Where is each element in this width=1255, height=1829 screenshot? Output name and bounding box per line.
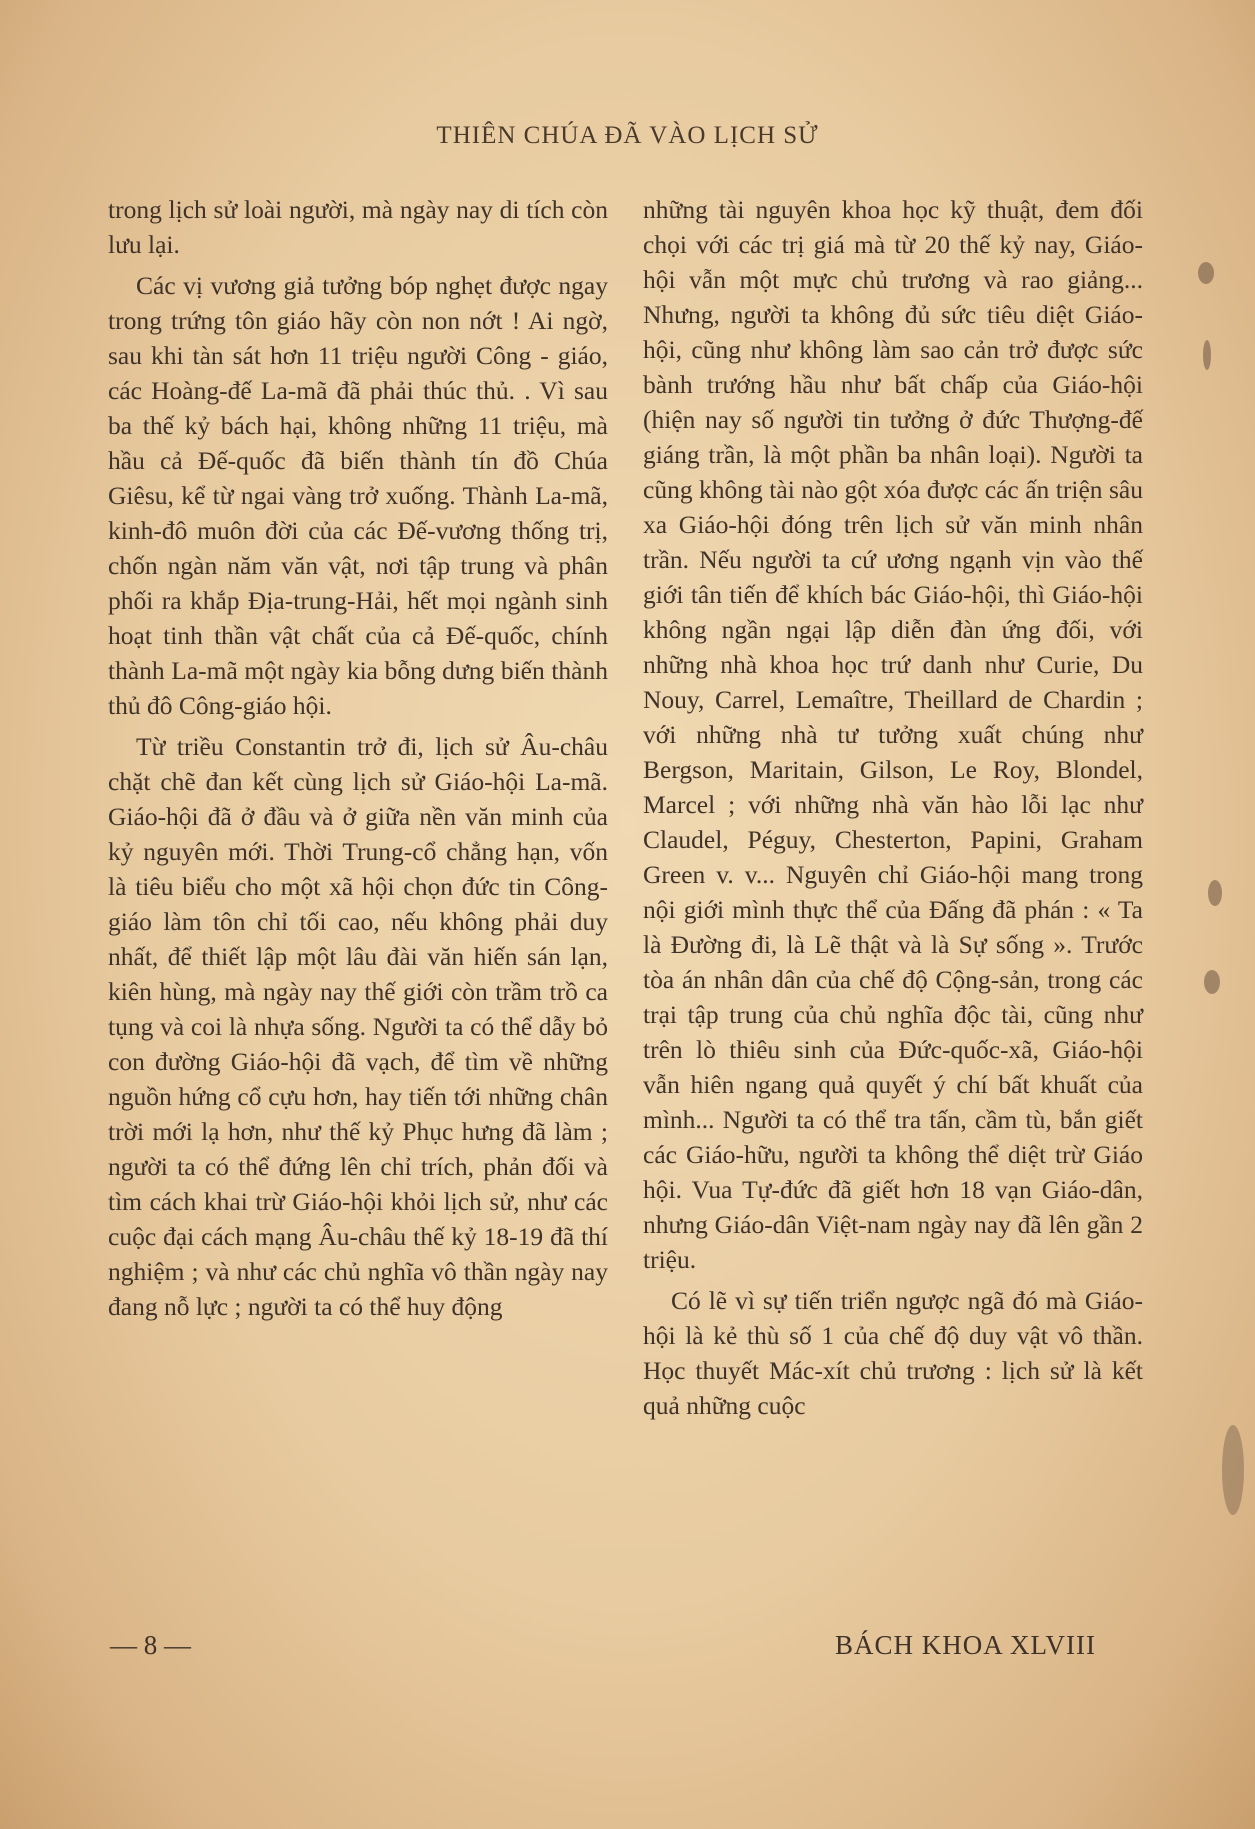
- paper-stain: [1204, 970, 1220, 994]
- right-paragraph-1: những tài nguyên khoa học kỹ thuật, đem đối chọi với các trị giá mà từ 20 thế kỷ nay, Giáo-hội vẫn một mực chủ trương và rao giảng... Nhưng, người ta không đủ sức tiêu diệt Giáo-hội, cũng như không làm sao cản trở được sức bành trướng hầu như bất chấp của Giáo-hội (hiện nay số người tin tưởng ở đức Thượng-đế giáng trần, là một phần ba nhân loại). Người ta cũng không tài nào gột xóa được các ấn triện sâu xa Giáo-hội đóng trên lịch sử văn minh nhân trần. Nếu người ta cứ ương ngạnh vịn vào thế giới tân tiến để khích bác Giáo-hội, thì Giáo-hội không ngần ngại lập diễn đàn ứng đối, với những nhà khoa học trứ danh như Curie, Du Nouy, Carrel, Lemaître, Theillard de Chardin ; với những nhà tư tưởng xuất chúng như Bergson, Maritain, Gilson, Le Roy, Blondel, Marcel ; với những nhà văn hào lỗi lạc như Claudel, Péguy, Chesterton, Papini, Graham Green v. v... Nguyên chỉ Giáo-hội mang trong nội giới mình thực thể của Đấng đã phán : « Ta là Đường đi, là Lẽ thật và là Sự sống ». Trước tòa án nhân dân của chế độ Cộng-sản, trong các trại tập trung của chủ nghĩa độc tài, cũng như trên lò thiêu sinh của Đức-quốc-xã, Giáo-hội vẫn hiên ngang quả quyết ý chí bất khuất của mình... Người ta có thể tra tấn, cầm tù, bắn giết các Giáo-hữu, người ta không thể diệt trừ Giáo hội. Vua Tự-đức đã giết hơn 18 vạn Giáo-dân, nhưng Giáo-dân Việt-nam ngày nay đã lên gần 2 triệu.: [643, 195, 1143, 1274]
- right-column: [643, 192, 1143, 1429]
- left-paragraph-2: Các vị vương giả tưởng bóp nghẹt được ngay trong trứng tôn giáo hãy còn non nớt ! Ai ngờ, sau khi tàn sát hơn 11 triệu người Công - giáo, các Hoàng-đế La-mã đã phải thúc thủ. . Vì sau ba thế kỷ bách hại, không những 11 triệu, mà hầu cả Đế-quốc đã biến thành tín đồ Chúa Giêsu, kể từ ngai vàng trở xuống. Thành La-mã, kinh-đô muôn đời của các Đế-vương thống trị, chốn ngàn năm văn vật, nơi tập trung và phân phối ra khắp Địa-trung-Hải, hết mọi ngành sinh hoạt tinh thần vật chất của cả Đế-quốc, chính thành La-mã một ngày kia bỗng dưng biến thành thủ đô Công-giáo hội.: [108, 271, 608, 720]
- paper-stain: [1203, 340, 1211, 370]
- left-paragraph-1: trong lịch sử loài người, mà ngày nay di tích còn lưu lại.: [108, 195, 608, 259]
- running-title: THIÊN CHÚA ĐÃ VÀO LỊCH SỬ: [436, 122, 819, 149]
- left-column: [108, 192, 608, 1330]
- paper-stain: [1198, 262, 1214, 284]
- left-paragraph-3: Từ triều Constantin trở đi, lịch sử Âu-châu chặt chẽ đan kết cùng lịch sử Giáo-hội La-mã. Giáo-hội đã ở đầu và ở giữa nền văn minh của kỷ nguyên mới. Thời Trung-cổ chẳng hạn, vốn là tiêu biểu cho một xã hội chọn đức tin Công-giáo làm tôn chỉ tối cao, nếu không phải duy nhất, để thiết lập một lâu đài văn hiến sán lạn, kiên hùng, mà ngày nay thế giới còn trầm trồ ca tụng và coi là nhựa sống. Người ta có thể dẫy bỏ con đường Giáo-hội đã vạch, để tìm về những nguồn hứng cổ cựu hơn, hay tiến tới những chân trời mới lạ hơn, như thế kỷ Phục hưng đã làm ; người ta có thể đứng lên chỉ trích, phản đối và tìm cách khai trừ Giáo-hội khỏi lịch sử, như các cuộc đại cách mạng Âu-châu thế kỷ 18-19 đã thí nghiệm ; và như các chủ nghĩa vô thần ngày nay đang nỗ lực ; người ta có thể huy động: [108, 732, 608, 1321]
- publication-footer: BÁCH KHOA XLVIII: [835, 1630, 1097, 1660]
- paper-stain: [1222, 1425, 1244, 1515]
- paper-stain: [1208, 880, 1222, 906]
- right-paragraph-2: Có lẽ vì sự tiến triển ngược ngã đó mà Giáo-hội là kẻ thù số 1 của chế độ duy vật vô thần. Học thuyết Mác-xít chủ trương : lịch sử là kết quả những cuộc: [643, 1286, 1143, 1420]
- page-number: — 8 —: [110, 1630, 191, 1660]
